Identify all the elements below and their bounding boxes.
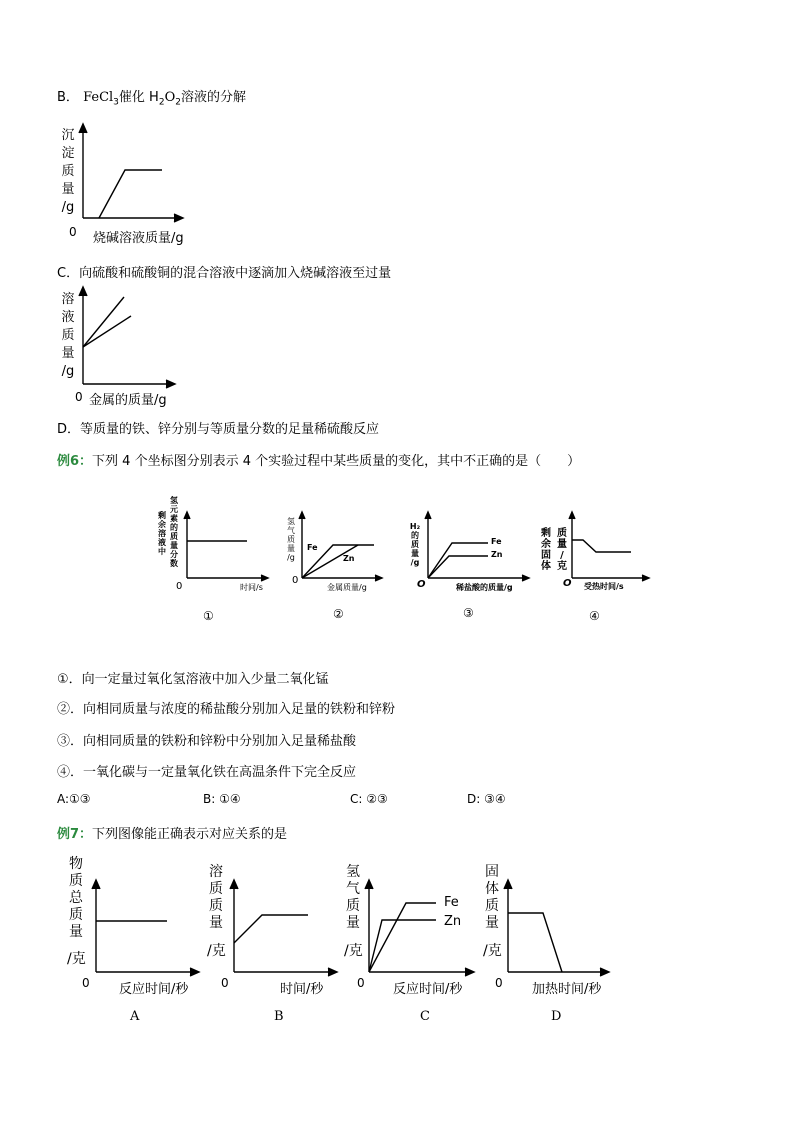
statement-2: ②．向相同质量与浓度的稀盐酸分别加入足量的铁粉和锌粉 (57, 702, 396, 717)
statement-3: ③．向相同质量的铁粉和锌粉中分别加入足量稀盐酸 (57, 734, 357, 749)
y-axis-label-col1: 剩 余 溶 液 中 (158, 511, 166, 556)
example-6-question: 例6：下列 4 个坐标图分别表示 4 个实验过程中某些质量的变化，其中不正确的是（ ） (57, 454, 581, 469)
series-label-fe: Fe (444, 895, 459, 910)
origin-label: 0 (69, 225, 77, 239)
y-axis-label: 溶 液 质 量 /g (61, 292, 75, 379)
x-axis-label: 稀盐酸的质量/g (456, 583, 513, 592)
y-axis-label: H₂ 的 质 量 /g (409, 522, 421, 567)
y-axis-label: 沉 淀 质 量 /g (61, 128, 75, 215)
choice-c[interactable]: C: ②③ (350, 792, 388, 806)
y-axis-label-col2: 质 量 / 克 (557, 528, 567, 572)
y-axis-unit: /克 (344, 943, 363, 959)
y-axis-label: 溶 质 质 量 (209, 864, 223, 931)
origin-label: 0 (357, 976, 365, 990)
y-axis-label: 氢 气 质 量 /g (287, 517, 295, 562)
graph-letter: B (274, 1009, 284, 1024)
series-label-fe: Fe (491, 537, 502, 546)
y-axis-label: 固 体 质 量 (485, 864, 499, 931)
series-label-zn: Zn (444, 914, 462, 929)
choice-b[interactable]: B: ①④ (203, 792, 241, 806)
x-axis-label: 烧碱溶液质量/g (93, 231, 184, 246)
x-axis-label: 金属质量/g (327, 583, 367, 592)
origin-label: 0 (221, 976, 229, 990)
statement-1: ①．向一定量过氧化氢溶液中加入少量二氧化锰 (57, 672, 329, 687)
y-axis-unit: /克 (67, 951, 86, 967)
graph-letter: C (420, 1009, 430, 1024)
graph-letter: D (551, 1009, 562, 1024)
x-axis-label: 时间/s (240, 583, 263, 592)
x-axis-label: 加热时间/秒 (532, 982, 602, 997)
option-c-text: C．向硫酸和硫酸铜的混合溶液中逐滴加入烧碱溶液至过量 (57, 266, 392, 281)
x-axis-label: 受热时间/s (584, 582, 624, 591)
y-axis-label: 氢 气 质 量 (346, 864, 360, 931)
statement-4: ④．一氧化碳与一定量氧化铁在高温条件下完全反应 (57, 765, 357, 780)
graph-number: ③ (463, 606, 474, 620)
y-axis-unit: /克 (483, 943, 502, 959)
x-axis-label: 金属的质量/g (89, 393, 167, 408)
origin-label: O (563, 578, 572, 589)
y-axis-label-col1: 剩 余 固 体 (541, 528, 551, 572)
option-b-text: B． FeCl$_3$催化 $H_2O_2$溶液的分解 (57, 90, 246, 108)
example-7-question: 例7：下列图像能正确表示对应关系的是 (57, 827, 288, 842)
origin-label: 0 (495, 976, 503, 990)
series-label-zn: Zn (491, 550, 503, 559)
origin-label: 0 (176, 581, 183, 592)
x-axis-label: 反应时间/秒 (119, 982, 189, 997)
option-d-text: D．等质量的铁、锌分别与等质量分数的足量稀硫酸反应 (57, 422, 380, 437)
choice-d[interactable]: D: ③④ (467, 792, 506, 806)
origin-label: 0 (292, 575, 299, 586)
y-axis-unit: /克 (207, 943, 226, 959)
origin-label: O (417, 579, 426, 590)
graph-number: ② (333, 607, 344, 621)
series-label-fe: Fe (307, 543, 318, 552)
series-label-zn: Zn (343, 554, 355, 563)
x-axis-label: 反应时间/秒 (393, 982, 463, 997)
y-axis-label-col2: 氢 元 素 的 质 量 分 数 (170, 496, 178, 568)
x-axis-label: 时间/秒 (280, 982, 324, 997)
graph-number: ① (203, 609, 214, 623)
origin-label: 0 (82, 976, 90, 990)
choice-a[interactable]: A:①③ (57, 792, 91, 806)
ex7-graph-d-curve (508, 913, 562, 972)
origin-label: 0 (75, 390, 83, 404)
y-axis-label: 物 质 总 质 量 (69, 856, 83, 940)
graph-number: ④ (589, 609, 600, 623)
graph-letter: A (130, 1009, 140, 1024)
